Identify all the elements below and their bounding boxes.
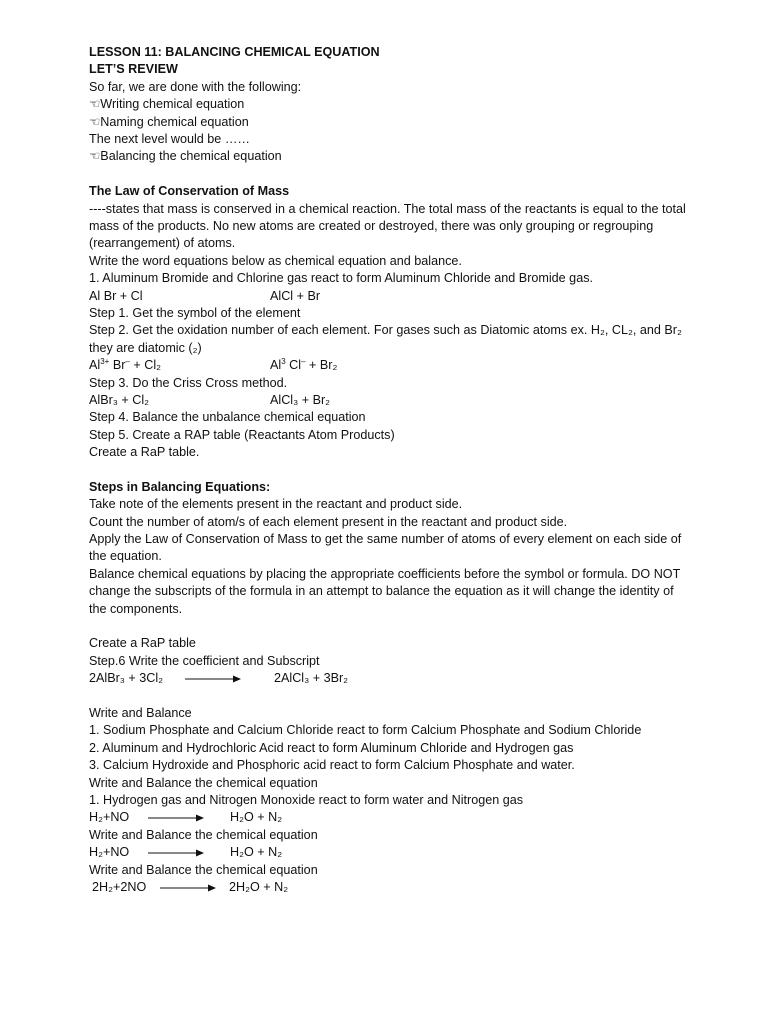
equation-left: Al Br + Cl bbox=[89, 288, 143, 303]
equation-h3 bbox=[89, 879, 689, 896]
equation-h2 bbox=[89, 844, 689, 861]
arrow-icon bbox=[185, 670, 241, 687]
equation-right: AlCl + Br bbox=[270, 288, 321, 303]
problem-item: 1. Sodium Phosphate and Calcium Chloride react to form Calcium Phosphate and Sodium Chloride bbox=[89, 723, 642, 738]
step-3: Step 3. Do the Criss Cross method. bbox=[89, 375, 288, 390]
equation-right: H₂O + N₂ bbox=[230, 810, 283, 825]
review-heading: LET’S REVIEW bbox=[89, 62, 178, 77]
done-item bbox=[89, 96, 689, 113]
equation-h1 bbox=[89, 809, 689, 826]
arrow-icon bbox=[160, 879, 216, 896]
equation-left: $Al^{3+}$ Br– + Cl₂ bbox=[89, 357, 162, 373]
write-balance-chem: Write and Balance the chemical equation bbox=[89, 827, 318, 842]
equation-right: Al$^3$ Cl– + Br₂ bbox=[270, 357, 338, 373]
step-1: Step 1. Get the symbol of the element bbox=[89, 305, 301, 320]
arrow-icon bbox=[148, 844, 204, 861]
equation-oxidation bbox=[89, 357, 689, 374]
steps-heading: Steps in Balancing Equations: bbox=[89, 479, 271, 494]
lesson-title: LESSON 11: BALANCING CHEMICAL EQUATION bbox=[89, 45, 380, 59]
equation-right: AlCl₃ + Br₂ bbox=[270, 392, 331, 407]
equation-left: AlBr₃ + Cl₂ bbox=[89, 392, 150, 407]
pointing-hand-icon: ☜ bbox=[89, 97, 101, 112]
spacer bbox=[89, 688, 689, 705]
done-item bbox=[89, 114, 689, 131]
create-rap-table: Create a RaP table bbox=[89, 636, 196, 651]
step-4: Step 4. Balance the unbalance chemical equation bbox=[89, 410, 366, 425]
step-5: Step 5. Create a RAP table (Reactants Atom Products) bbox=[89, 427, 395, 442]
balancing-step: Take note of the elements present in the reactant and product side. bbox=[89, 497, 463, 512]
done-item-text: Writing chemical equation bbox=[100, 97, 245, 112]
equation-word bbox=[89, 288, 689, 305]
equation-balanced bbox=[89, 670, 689, 687]
create-rap-table: Create a RaP table. bbox=[89, 445, 200, 460]
equation-left: H₂+NO bbox=[89, 845, 130, 860]
equation-right: H₂O + N₂ bbox=[230, 845, 283, 860]
equation-left: 2H₂+2NO bbox=[92, 879, 147, 894]
equation-left: H₂+NO bbox=[89, 810, 130, 825]
next-level-text: The next level would be …… bbox=[89, 131, 251, 146]
arrow-icon bbox=[148, 809, 204, 826]
done-item-text: Naming chemical equation bbox=[100, 114, 249, 129]
balancing-step: Count the number of atom/s of each element present in the reactant and product side. bbox=[89, 514, 568, 529]
problem-1: 1. Aluminum Bromide and Chlorine gas react to form Aluminum Chloride and Bromide gas. bbox=[89, 271, 593, 286]
step-6: Step.6 Write the coefficient and Subscript bbox=[89, 653, 320, 668]
spacer bbox=[89, 461, 689, 478]
equation-right: 2H₂O + N₂ bbox=[229, 879, 289, 894]
problem-item: 2. Aluminum and Hydrochloric Acid react to form Aluminum Chloride and Hydrogen gas bbox=[89, 740, 574, 755]
equation-criss-cross bbox=[89, 392, 689, 409]
write-balance-chem: Write and Balance the chemical equation bbox=[89, 775, 318, 790]
write-instruction: Write the word equations below as chemical equation and balance. bbox=[89, 253, 462, 268]
balancing-step: Apply the Law of Conservation of Mass to get the same number of atoms of every element on each side of the equation. bbox=[89, 532, 682, 564]
next-item-text: Balancing the chemical equation bbox=[100, 149, 282, 164]
law-text: ----states that mass is conserved in a chemical reaction. The total mass of the reactants is equal to the total mass of the products. No new atoms are created or destroyed, there was only grouping or regrouping (rearrangement) of atoms. bbox=[89, 201, 686, 251]
problem-hydrogen: 1. Hydrogen gas and Nitrogen Monoxide react to form water and Nitrogen gas bbox=[89, 792, 524, 807]
spacer bbox=[89, 166, 689, 183]
step-2: Step 2. Get the oxidation number of each element. For gases such as Diatomic atoms ex. H₂, CL₂, and Br₂ they are diatomic (₂) bbox=[89, 323, 682, 355]
document-body bbox=[89, 44, 689, 896]
intro-text: So far, we are done with the following: bbox=[89, 79, 302, 94]
equation-right: 2AlCl₃ + 3Br₂ bbox=[274, 671, 349, 686]
law-heading: The Law of Conservation of Mass bbox=[89, 184, 290, 199]
balancing-step: Balance chemical equations by placing the appropriate coefficients before the symbol or formula. DO NOT change the subscripts of the formula in an attempt to balance the equation as it will change the identity of the components. bbox=[89, 566, 681, 616]
write-balance-heading: Write and Balance bbox=[89, 706, 192, 720]
write-balance-chem: Write and Balance the chemical equation bbox=[89, 862, 318, 877]
spacer bbox=[89, 618, 689, 635]
next-item bbox=[89, 148, 689, 165]
equation-left: 2AlBr₃ + 3Cl₂ bbox=[89, 671, 164, 686]
problem-item: 3. Calcium Hydroxide and Phosphoric acid react to form Calcium Phosphate and water. bbox=[89, 758, 575, 773]
pointing-hand-icon: ☜ bbox=[89, 149, 101, 164]
pointing-hand-icon: ☜ bbox=[89, 114, 101, 129]
